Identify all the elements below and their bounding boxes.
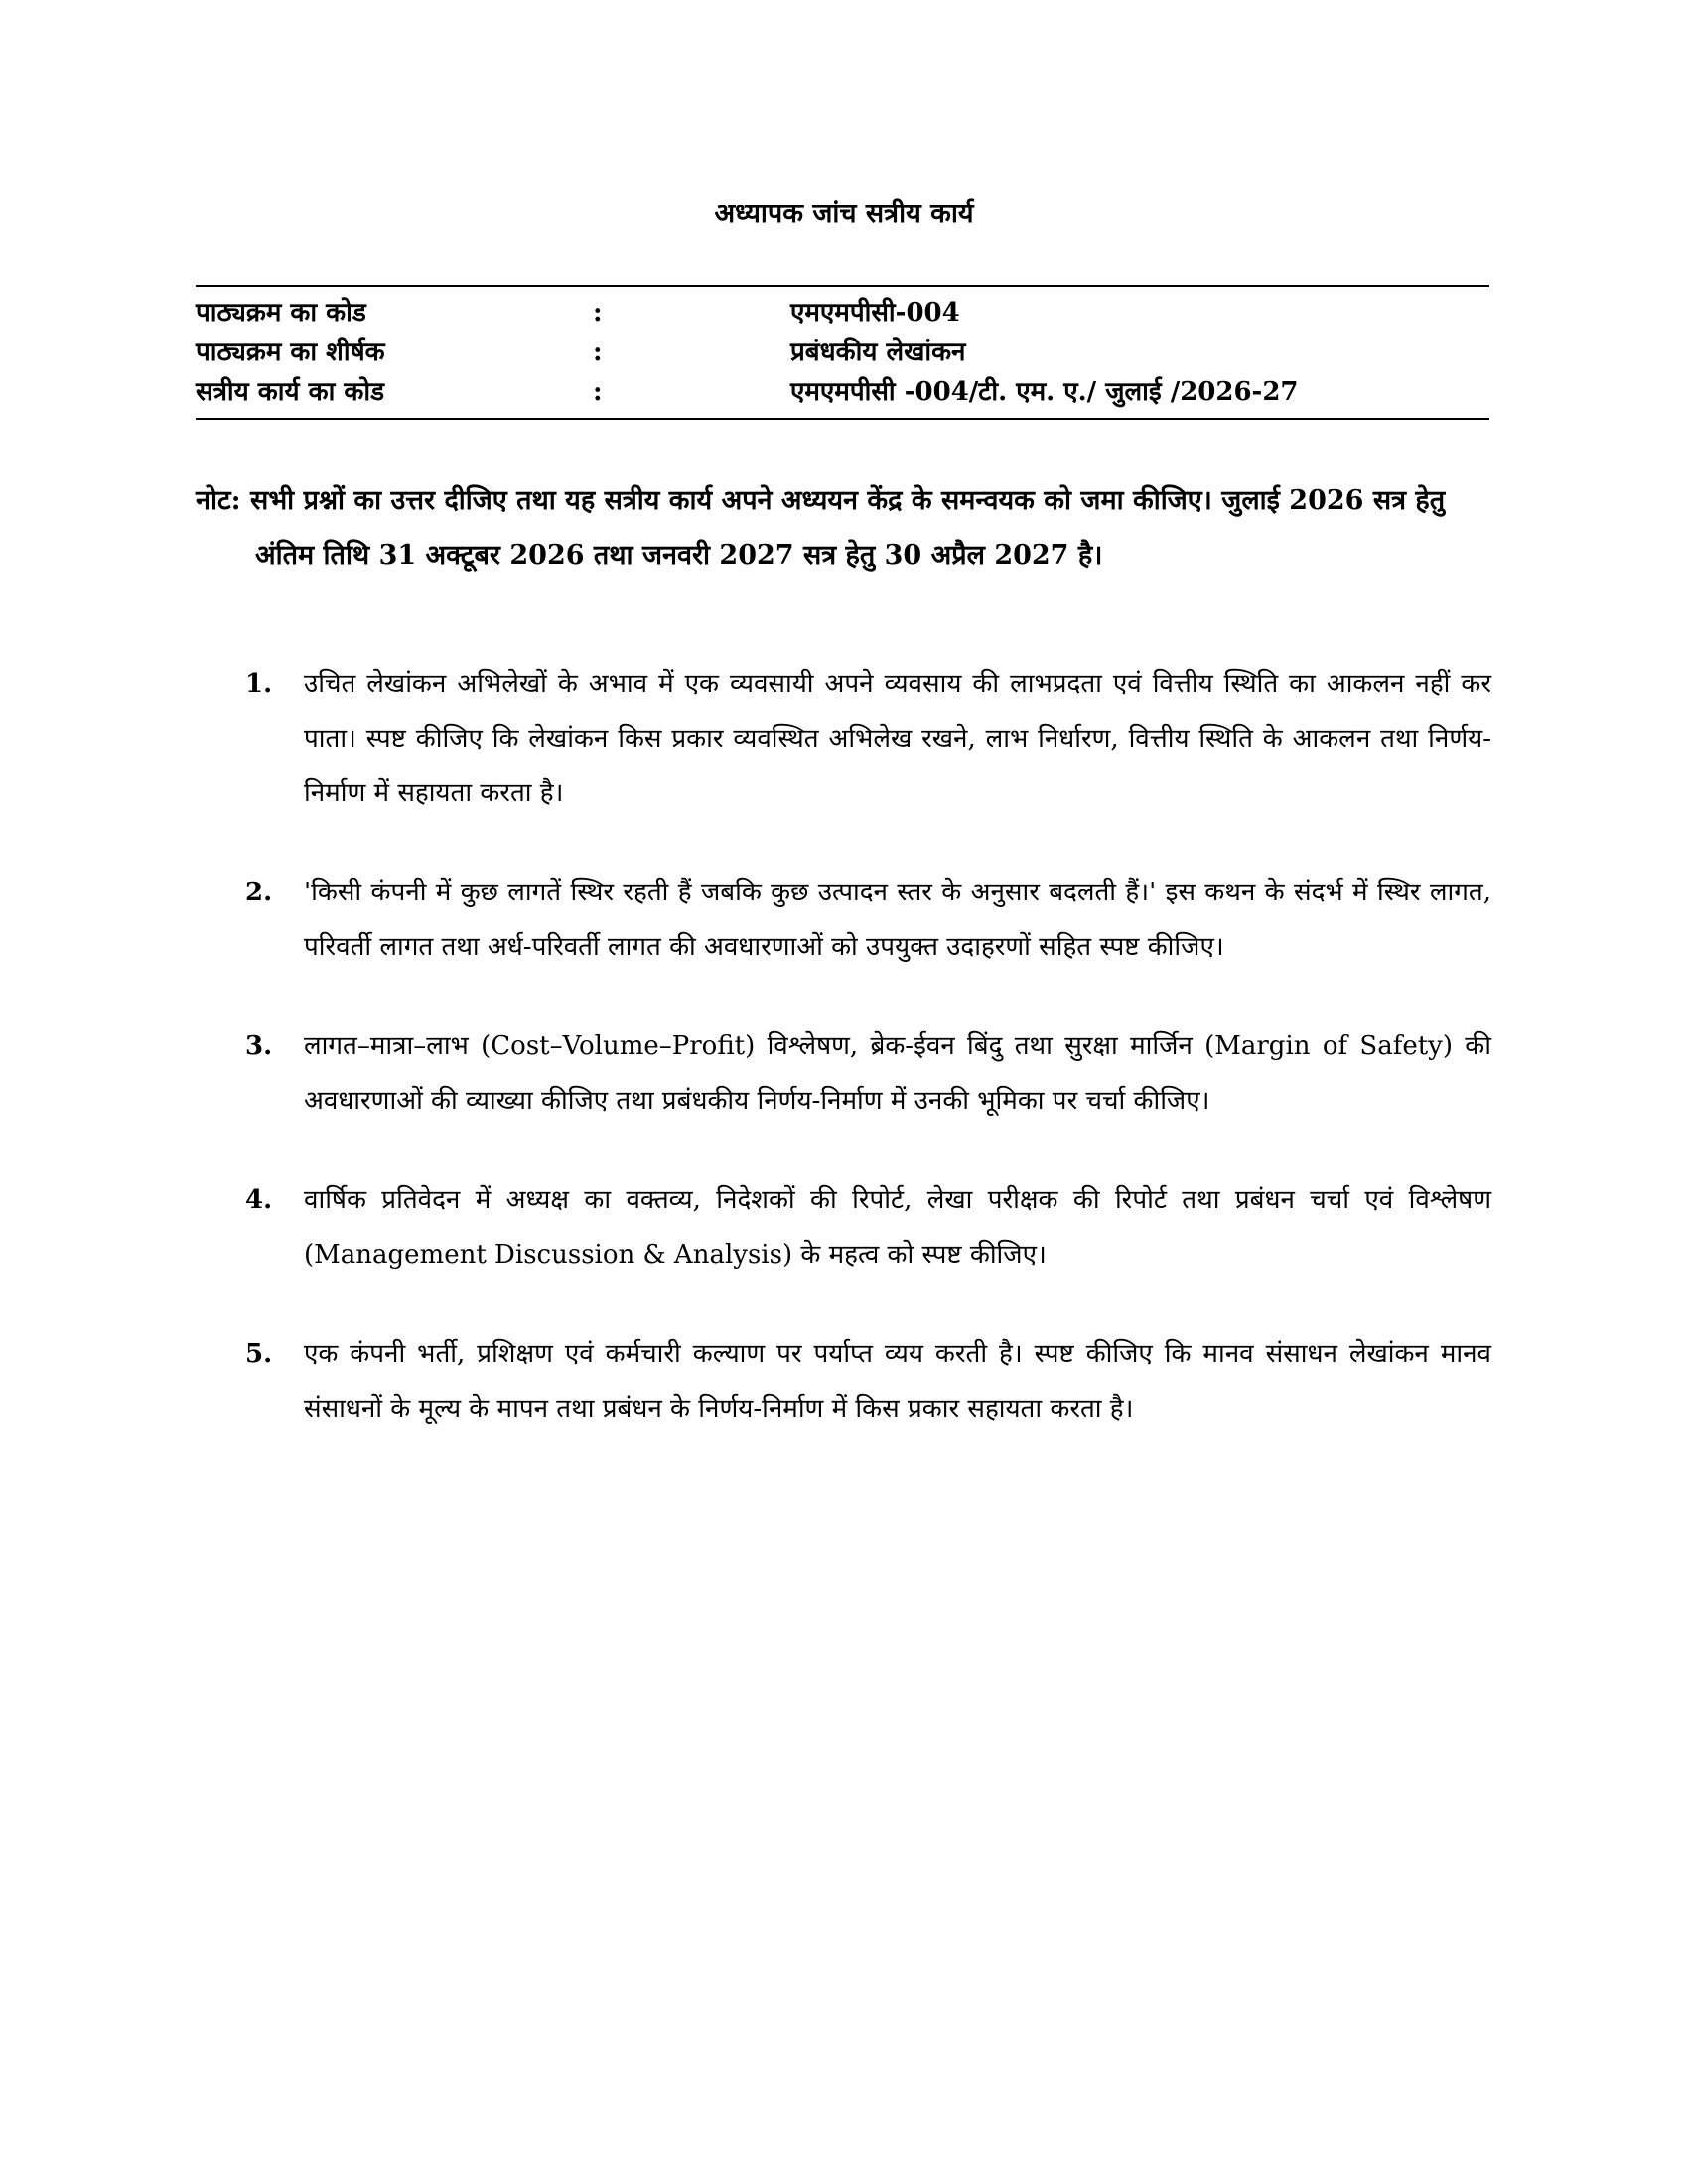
course-title-value: प्रबंधकीय लेखांकन [790, 338, 966, 367]
course-code-value: एमएमपीसी-004 [790, 298, 960, 328]
question-text: 'किसी कंपनी में कुछ लागतें स्थिर रहती हैं जबकि कुछ उत्पादन स्तर के अनुसार बदलती हैं।' इस कथन के संदर्भ में स्थिर लागत, परिवर्ती लागत तथा अर्ध-परिवर्ती लागत की अवधारणाओं को उपयुक्त उदाहरणों सहित स्पष्ट कीजिए। [304, 878, 1491, 962]
assignment-code-separator: : [593, 377, 603, 407]
question-number: 5. [245, 1339, 273, 1369]
assignment-code-label: सत्रीय कार्य का कोड [196, 377, 384, 407]
question-item [245, 1173, 1491, 1283]
question-number: 4. [245, 1185, 273, 1215]
question-text: उचित लेखांकन अभिलेखों के अभाव में एक व्यवसायी अपने व्यवसाय की लाभप्रदता एवं वित्तीय स्थिति का आकलन नहीं कर पाता। स्पष्ट कीजिए कि लेखांकन किस प्रकार व्यवस्थित अभिलेख रखने, लाभ निर्धारण, वित्तीय स्थिति के आकलन तथा निर्णय-निर्माण में सहायता करता है। [304, 669, 1491, 808]
question-text: लागत–मात्रा–लाभ (Cost–Volume–Profit) विश्लेषण, ब्रेक-ईवन बिंदु तथा सुरक्षा मार्जिन (Margin of Safety) की अवधारणाओं की व्याख्या कीजिए तथा प्रबंधकीय निर्णय-निर्माण में उनकी भूमिका पर चर्चा कीजिए। [304, 1031, 1491, 1116]
question-item [245, 1327, 1491, 1436]
question-number: 1. [245, 669, 273, 699]
question-number: 2. [245, 878, 273, 907]
question-text: वार्षिक प्रतिवेदन में अध्यक्ष का वक्तव्य, निदेशकों की रिपोर्ट, लेखा परीक्षक की रिपोर्ट तथा प्रबंधन चर्चा एवं विश्लेषण (Management Discussion & Analysis) के महत्व को स्पष्ट कीजिए। [304, 1185, 1491, 1270]
document-title: अध्यापक जांच सत्रीय कार्य [714, 199, 974, 229]
course-title-label: पाठ्यक्रम का शीर्षक [196, 338, 385, 367]
submission-note: नोट: सभी प्रश्नों का उत्तर दीजिए तथा यह सत्रीय कार्य अपने अध्ययन केंद्र के समन्वयक को जमा कीजिए। जुलाई 2026 सत्र हेतु अंतिम तिथि 31 अक्टूबर 2026 तथा जनवरी 2027 सत्र हेतु 30 अप्रैल 2027 है। [196, 485, 1446, 571]
question-item [245, 657, 1491, 821]
question-item [245, 866, 1491, 975]
assignment-code-row [196, 372, 1489, 412]
assignment-code-value: एमएमपीसी -004/टी. एम. ए./ जुलाई /2026-27 [790, 377, 1299, 407]
course-code-separator: : [593, 298, 603, 328]
course-title-row [196, 333, 1489, 372]
course-info-block [196, 285, 1489, 420]
question-list [245, 657, 1491, 1481]
question-number: 3. [245, 1031, 273, 1061]
question-text: एक कंपनी भर्ती, प्रशिक्षण एवं कर्मचारी कल्याण पर पर्याप्त व्यय करती है। स्पष्ट कीजिए कि मानव संसाधन लेखांकन मानव संसाधनों के मूल्य के मापन तथा प्रबंधन के निर्णय-निर्माण में किस प्रकार सहायता करता है। [304, 1339, 1491, 1424]
question-item [245, 1020, 1491, 1129]
course-title-separator: : [593, 338, 603, 367]
course-code-label: पाठ्यक्रम का कोड [196, 298, 366, 328]
course-code-row [196, 293, 1489, 333]
